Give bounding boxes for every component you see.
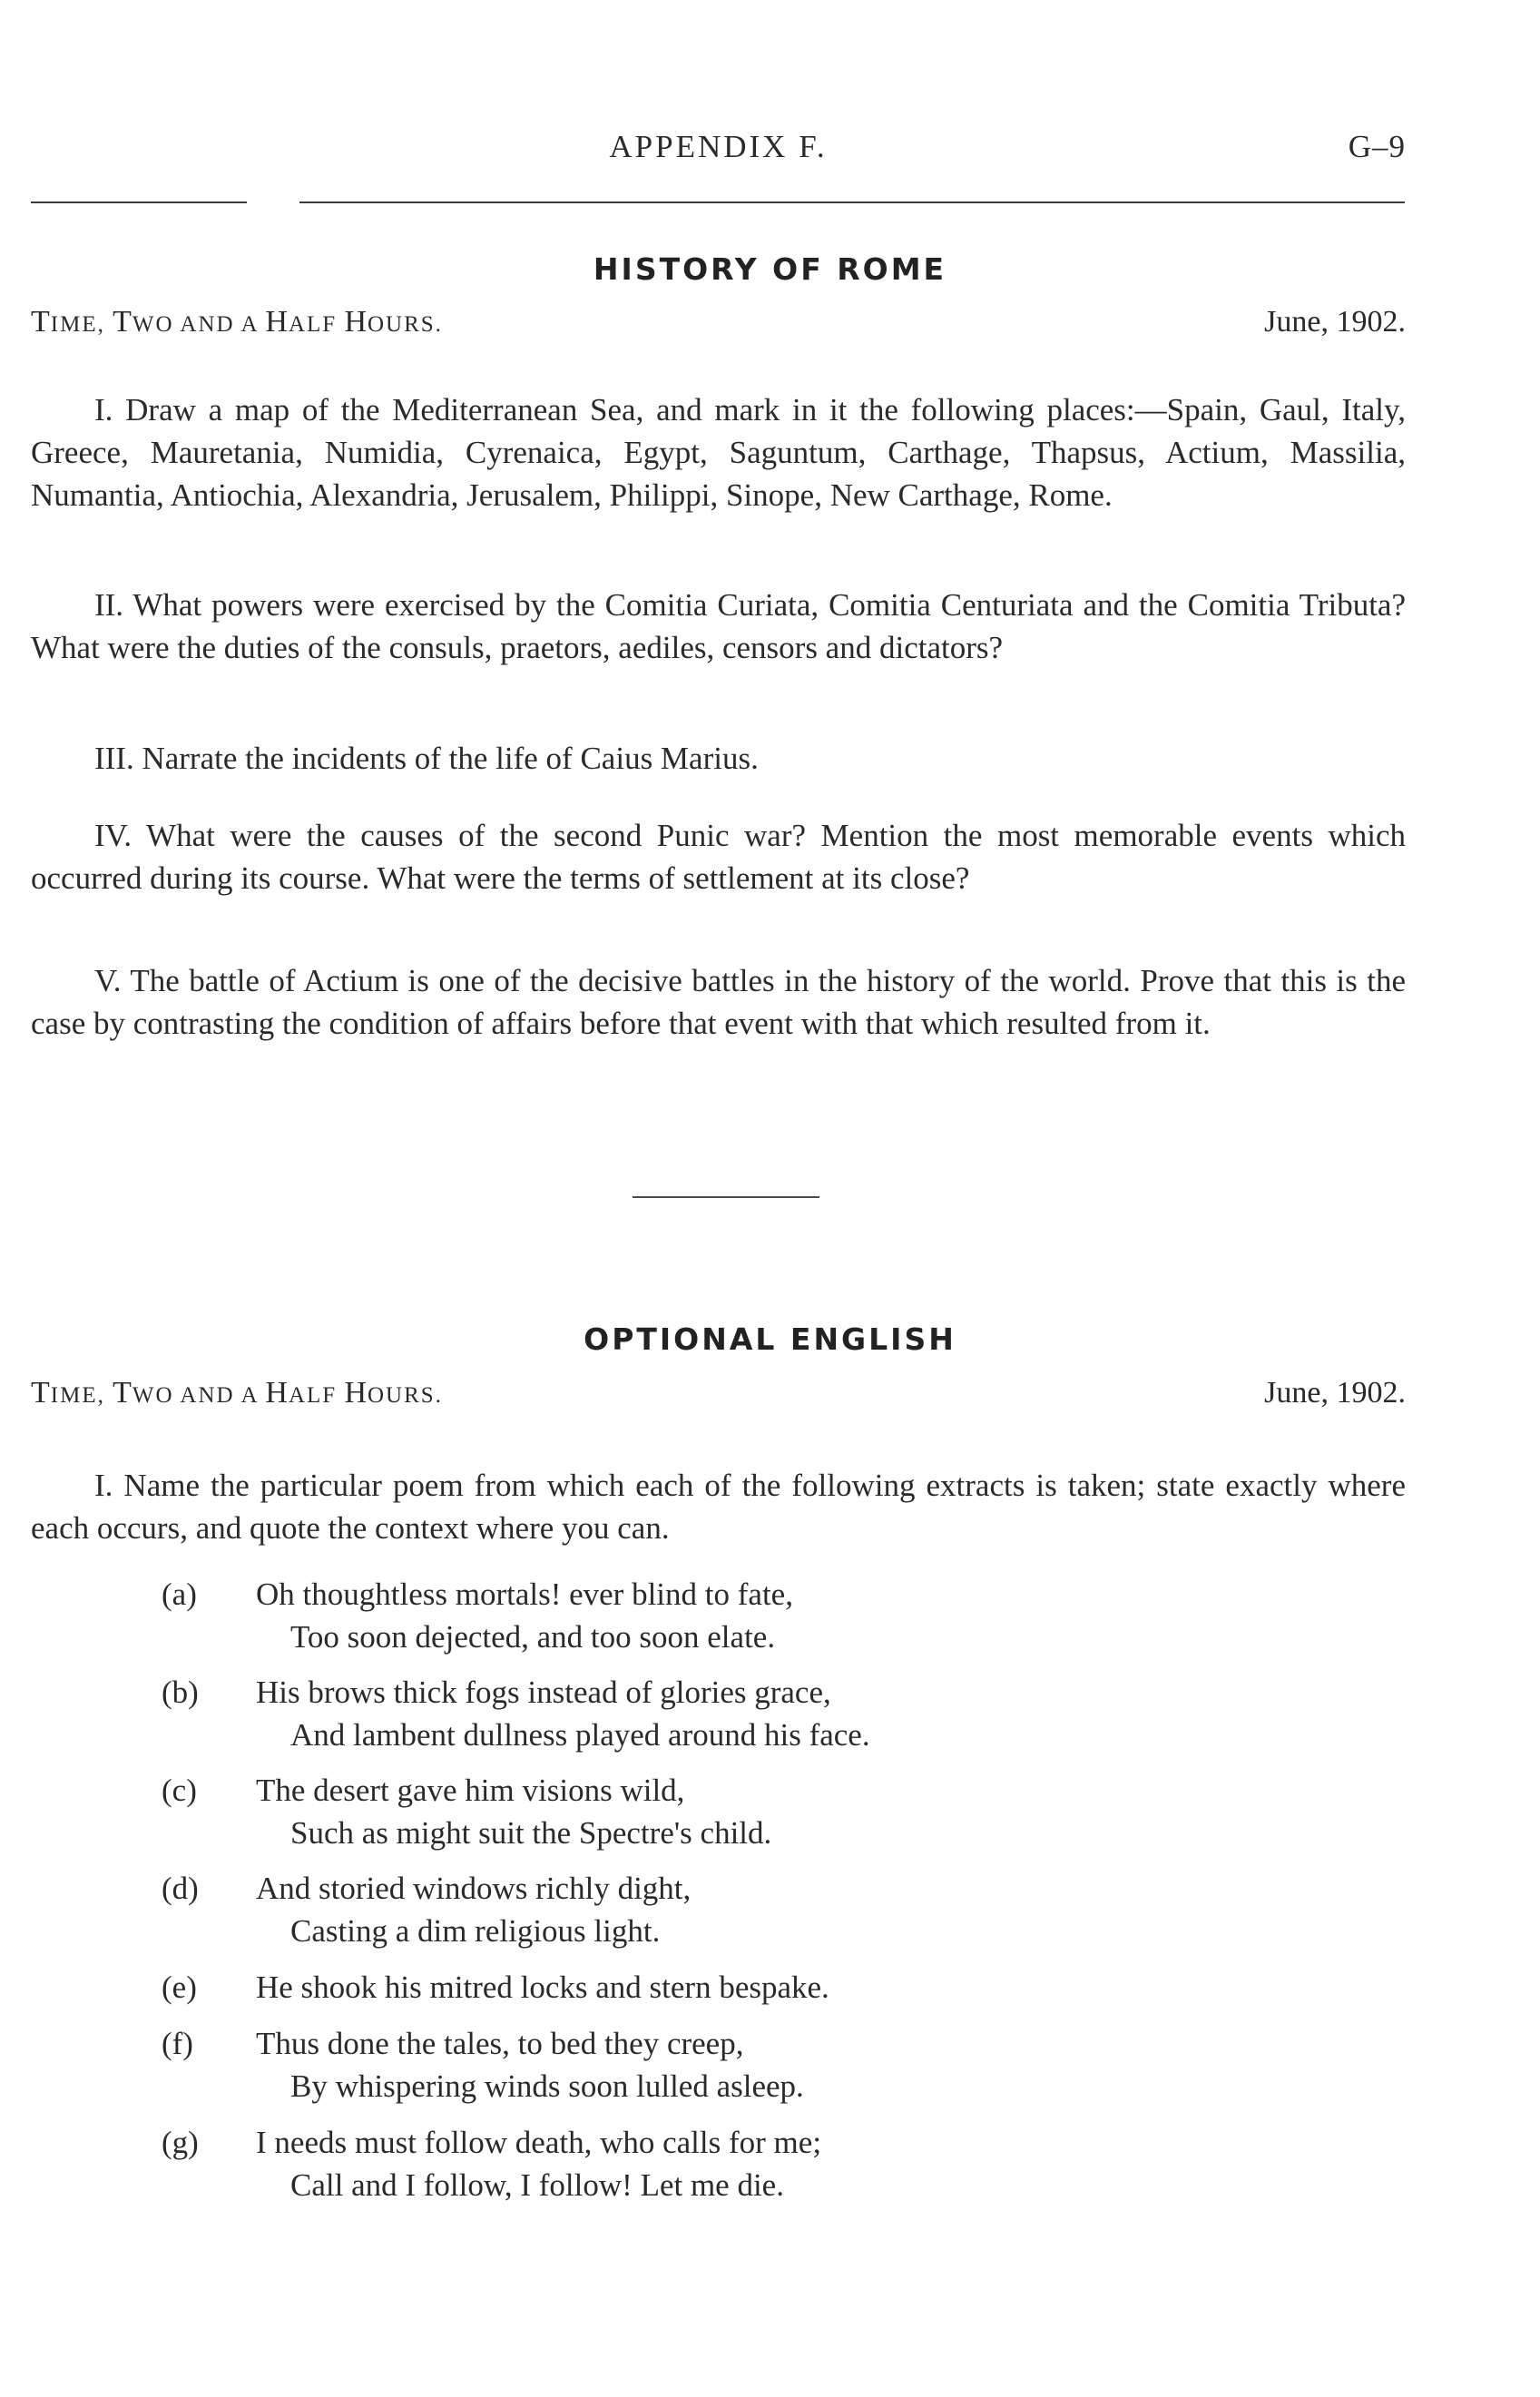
english-section-title: OPTIONAL ENGLISH bbox=[584, 1321, 956, 1357]
english-time-line bbox=[31, 1376, 1406, 1410]
section-divider bbox=[633, 1196, 819, 1198]
extract-line: Oh thoughtless mortals! ever blind to fate, bbox=[256, 1577, 793, 1612]
extract-line: The desert gave him visions wild, bbox=[256, 1773, 685, 1808]
page-number: G–9 bbox=[1348, 129, 1406, 164]
history-question-2: II. What powers were exercised by the Comitia Curiata, Comitia Centuriata and the Comitia Tributa? What were the duties of the consuls, praetors, aediles, censors and dictators? bbox=[31, 587, 1406, 665]
english-time-label: TIME, TWO AND A HALF HOURS. bbox=[31, 1376, 443, 1410]
extract-letter: (d) bbox=[162, 1871, 199, 1906]
extract-line: I needs must follow death, who calls for me; bbox=[256, 2125, 822, 2160]
history-question-1: I. Draw a map of the Mediterranean Sea, and mark in it the following places:—Spain, Gaul, Italy, Greece, Mauretania, Numidia, Cyrenaica, Egypt, Saguntum, Carthage, Thapsus, Actium, Massilia, Numantia, Antiochia, Alexandria, Jerusalem, Philippi, Sinope, New Carthage, Rome. bbox=[31, 392, 1406, 513]
extract-line: And storied windows richly dight, bbox=[256, 1871, 692, 1906]
extract-line: Call and I follow, I follow! Let me die. bbox=[290, 2167, 784, 2203]
extract-line: Casting a dim religious light. bbox=[290, 1913, 661, 1949]
extract-letter: (e) bbox=[162, 1970, 197, 2005]
history-time-label: TIME, TWO AND A HALF HOURS. bbox=[31, 305, 443, 339]
running-head bbox=[31, 129, 1406, 174]
english-date: June, 1902. bbox=[1264, 1376, 1406, 1410]
header-rule-right bbox=[299, 201, 1405, 203]
extract-line: Too soon dejected, and too soon elate. bbox=[290, 1619, 776, 1655]
history-question-4: IV. What were the causes of the second Punic war? Mention the most memorable events which occurred during its course. What were the terms of settlement at its close? bbox=[31, 818, 1406, 896]
extract-line: And lambent dullness played around his face. bbox=[290, 1717, 870, 1753]
history-time-line bbox=[31, 305, 1406, 339]
extract-letter: (a) bbox=[162, 1577, 197, 1612]
extract-line: He shook his mitred locks and stern bespake. bbox=[256, 1970, 829, 2005]
extract-letter: (f) bbox=[162, 2026, 193, 2061]
extract-letter: (b) bbox=[162, 1675, 199, 1710]
running-title: APPENDIX F. bbox=[609, 129, 828, 164]
extract-letter: (g) bbox=[162, 2125, 199, 2160]
extract-line: Such as might suit the Spectre's child. bbox=[290, 1815, 772, 1851]
english-question-1: I. Name the particular poem from which each of the following extracts is taken; state exactly where each occurs, and quote the context where you can. bbox=[31, 1468, 1406, 1546]
history-question-5: V. The battle of Actium is one of the decisive battles in the history of the world. Prove that this is the case by contrasting the condition of affairs before that event with that which resulted from it. bbox=[31, 963, 1406, 1041]
extract-line: By whispering winds soon lulled asleep. bbox=[290, 2068, 804, 2104]
history-section-title: HISTORY OF ROME bbox=[593, 251, 947, 287]
extract-line: His brows thick fogs instead of glories grace, bbox=[256, 1675, 831, 1710]
history-question-3: III. Narrate the incidents of the life of Caius Marius. bbox=[94, 741, 759, 776]
history-date: June, 1902. bbox=[1264, 305, 1406, 339]
extract-line: Thus done the tales, to bed they creep, bbox=[256, 2026, 744, 2061]
header-rule-left bbox=[31, 201, 247, 203]
extract-letter: (c) bbox=[162, 1773, 197, 1808]
